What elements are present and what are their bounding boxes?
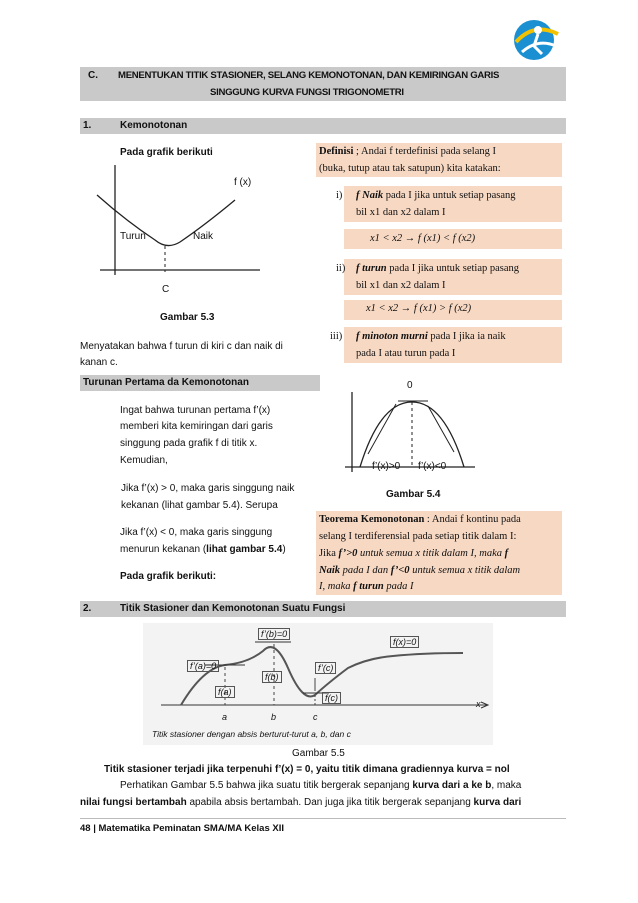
teorema-l5-b: f turun (353, 581, 384, 592)
definisi-i-formula: x1 < x2 → f (x1) < f (x2) (370, 233, 476, 244)
paragraph-l2-b: apabila absis bertambah. Dan juga jika titik bergerak sepanjang (186, 797, 474, 808)
fig53-fx-label: f (x) (234, 177, 252, 188)
definisi-ii-text: pada I jika untuk setiap pasang (386, 263, 520, 274)
turunan-p3-post: ) (282, 544, 286, 555)
fig55-caption: Gambar 5.5 (292, 748, 345, 759)
turunan-p4: Pada grafik berikuti: (120, 571, 217, 582)
paragraph-l2-a: nilai fungsi bertambah (80, 797, 187, 808)
teorema-l5-c: pada I (383, 581, 414, 592)
fig55-a: a (222, 712, 228, 722)
paragraph-l1-b: kurva dari a ke b (412, 780, 492, 791)
definisi-term: Definisi (319, 146, 354, 157)
fig53-naik-label: Naik (193, 231, 214, 242)
fig55-fa: f(a) (215, 686, 235, 698)
turunan-p1-2: memberi kita kemiringan dari garis (120, 421, 273, 432)
fig54-left-label: f’(x)>0 (372, 461, 401, 472)
teorema-l3-d: f (504, 548, 509, 559)
turunan-p1-1: Ingat bahwa turunan pertama f’(x) (120, 405, 271, 416)
fig55-fb0: f’(b)=0 (258, 628, 290, 640)
turunan-p1-3: singgung pada grafik f di titik x. (120, 438, 258, 449)
definisi-ii-line2: bil x1 dan x2 dalam I (356, 280, 446, 291)
fig53-caption: Gambar 5.3 (160, 312, 215, 323)
fig55-c: c (313, 712, 318, 722)
turunan-p1-4: Kemudian, (120, 455, 168, 466)
fig55-b: b (271, 712, 277, 722)
turunan-p3-pre: menurun kekanan ( (120, 544, 207, 555)
section-c-label: C. (88, 70, 98, 81)
fig53-c-label: C (162, 284, 170, 295)
fig55-note: Titik stasioner dengan absis berturut-turut a, b, dan c (152, 729, 351, 739)
paragraph-line-1 (120, 780, 521, 791)
section-2-number: 2. (83, 603, 92, 614)
teorema-line-5 (319, 581, 414, 592)
publisher-logo (508, 12, 564, 64)
fig53-turun-label: Turun (120, 231, 146, 242)
teorema-line-3 (319, 548, 508, 559)
footer-divider (80, 818, 566, 819)
figure-5-5-graph (143, 623, 493, 745)
definisi-text-1: ; Andai f terdefinisi pada selang I (353, 146, 497, 157)
definisi-i-term: f Naik (356, 190, 384, 201)
fig55-x: x (476, 699, 481, 709)
teorema-term: Teorema Kemonotonan (319, 514, 425, 525)
fig55-fa0: f’(a)=0 (187, 660, 219, 672)
section-1-number: 1. (83, 120, 92, 131)
fig55-fb: f(b) (262, 671, 282, 683)
definisi-iii-line2: pada I atau turun pada I (356, 348, 456, 359)
section-1-title: Kemonotonan (120, 120, 188, 131)
fig54-caption: Gambar 5.4 (386, 489, 441, 500)
paragraph-l2-c: kurva dari (473, 797, 522, 808)
fig55-fc: f(c) (322, 692, 341, 704)
teorema-l3-c: untuk semua x titik dalam I, maka (357, 548, 505, 559)
definisi-ii-term: f turun (356, 263, 387, 274)
definisi-line-1 (319, 146, 496, 157)
turunan-p2-2: kekanan (lihat gambar 5.4). Serupa (121, 500, 278, 511)
fig53-intro: Pada grafik berikuti (120, 147, 213, 158)
teorema-l3-a: Jika (319, 548, 339, 559)
definisi-i-line2: bil x1 dan x2 dalam I (356, 207, 446, 218)
definisi-iii-line1 (356, 331, 506, 342)
definisi-ii-formula: x1 < x2 → f (x1) > f (x2) (366, 303, 472, 314)
paragraph-l1-c: , maka (491, 780, 522, 791)
definisi-i-line1 (356, 190, 516, 201)
teorema-line-2: selang I terdiferensial pada setiap titik dalam I: (319, 531, 517, 542)
teorema-l4-c: f’<0 (390, 565, 410, 576)
statement-line-1: Menyatakan bahwa f turun di kiri c dan naik di (80, 341, 283, 352)
statement-line-2: kanan c. (80, 357, 118, 368)
footer-text: 48 | Matematika Peminatan SMA/MA Kelas XII (80, 823, 284, 834)
teorema-l3-b: f’>0 (338, 548, 358, 559)
definisi-i-text: pada I jika untuk setiap pasang (383, 190, 516, 201)
teorema-l5-a: I, maka (319, 581, 354, 592)
turunan-p3-2 (120, 544, 286, 555)
fig54-zero-label: 0 (407, 380, 413, 391)
teorema-l4-d: untuk semua x titik dalam (409, 565, 521, 576)
turunan-p3-1: Jika f’(x) < 0, maka garis singgung (120, 527, 273, 538)
section-c-title-1: MENENTUKAN TITIK STASIONER, SELANG KEMONOTONAN, DAN KEMIRINGAN GARIS (118, 70, 500, 81)
paragraph-l1-a: Perhatikan Gambar 5.5 bahwa jika suatu titik bergerak sepanjang (120, 780, 413, 791)
teorema-line-4 (319, 565, 520, 576)
fig55-fx0: f(x)=0 (390, 636, 419, 648)
teorema-text-1: : Andai f kontinu pada (424, 514, 521, 525)
stasioner-definition: Titik stasioner terjadi jika terpenuhi f’(x) = 0, yaitu titik dimana gradiennya kurva = nol (104, 764, 510, 775)
definisi-line-2: (buka, tutup atau tak satupun) kita katakan: (319, 163, 501, 174)
fig55-fc-prime: f’(c) (315, 662, 336, 674)
definisi-ii-line1 (356, 263, 519, 274)
turunan-p2-1: Jika f’(x) > 0, maka garis singgung naik (121, 483, 295, 494)
definisi-iii-label: iii) (330, 331, 343, 342)
paragraph-line-2 (80, 797, 521, 808)
definisi-iii-term: f minoton murni (356, 331, 428, 342)
teorema-l4-a: Naik (319, 565, 340, 576)
section-2-title: Titik Stasioner dan Kemonotonan Suatu Fungsi (120, 603, 346, 614)
figure-5-4 (340, 392, 480, 477)
teorema-line-1 (319, 514, 521, 525)
definisi-i-label: i) (336, 190, 343, 201)
fig54-right-label: f’(x)<0 (418, 461, 447, 472)
turunan-header: Turunan Pertama da Kemonotonan (83, 377, 249, 388)
teorema-l4-b: pada I dan (340, 565, 391, 576)
section-c-title-2: SINGGUNG KURVA FUNGSI TRIGONOMETRI (210, 87, 404, 98)
definisi-ii-label: ii) (336, 263, 346, 274)
definisi-iii-text: pada I jika ia naik (427, 331, 506, 342)
turunan-p3-bold: lihat gambar 5.4 (206, 544, 283, 555)
